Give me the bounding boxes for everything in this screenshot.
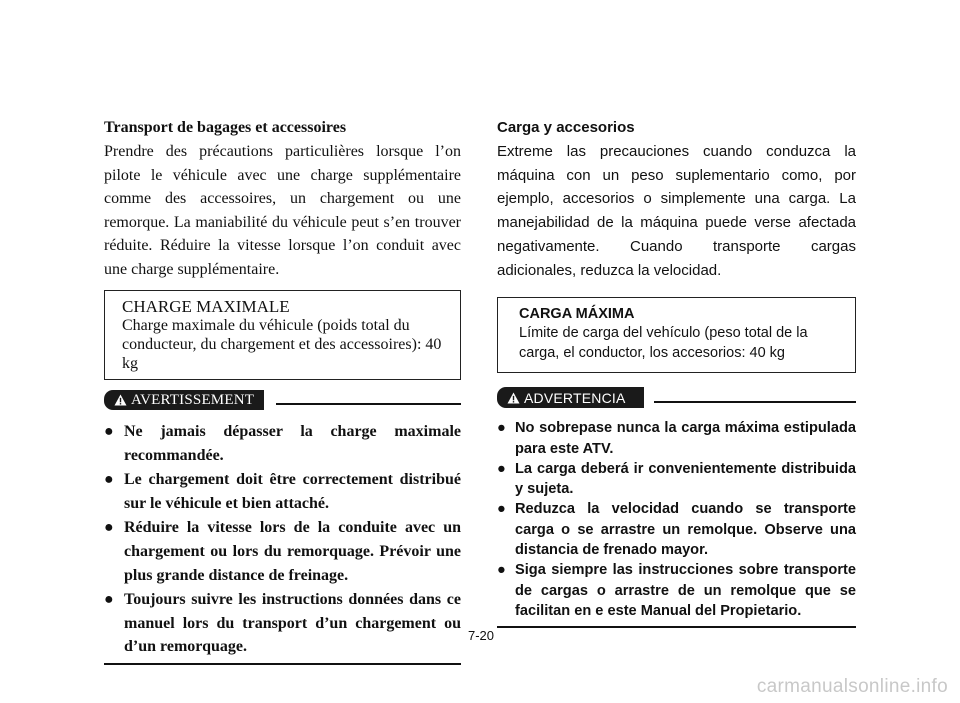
list-item: ● Réduire la vitesse lors de la conduite avec un chargement ou lors du remorquage. Prévoir une plus grande distance de freinage.: [104, 516, 461, 587]
warning-rule: [276, 403, 461, 405]
list-item: ● No sobrepase nunca la carga máxima estipulada para este ATV.: [497, 420, 856, 457]
max-load-text: Charge maximale du véhicule (poids total du conducteur, du chargement et des accessoires): 40 kg: [122, 317, 442, 372]
section-end-rule: [104, 663, 461, 665]
bullet-icon: ●: [497, 460, 506, 477]
bullet-icon: ●: [104, 519, 114, 537]
list-item: ● Ne jamais dépasser la charge maximale recommandée.: [104, 420, 461, 467]
warning-list: [497, 418, 856, 621]
warning-label: ADVERTENCIA: [524, 389, 626, 406]
bullet-icon: ●: [104, 471, 114, 489]
section-heading: Carga y accesorios: [497, 119, 635, 136]
max-load-title: CARGA MÁXIMA: [519, 306, 635, 323]
max-load-text: Límite de carga del vehículo (peso total de la carga, el conductor, los accesorios: 40 kg: [519, 325, 808, 361]
warning-badge: [104, 390, 264, 410]
warning-rule: [654, 401, 856, 403]
max-load-title: CHARGE MAXIMALE: [122, 297, 290, 316]
warning-triangle-icon: [507, 392, 520, 404]
list-item: ● Le chargement doit être correctement distribué sur le véhicule et bien attaché.: [104, 468, 461, 515]
watermark: carmanualsonline.info: [756, 676, 948, 697]
list-item: ● La carga deberá ir convenientemente distribuida y sujeta.: [497, 460, 856, 498]
warning-triangle-icon: [114, 394, 127, 406]
section-end-rule: [497, 626, 856, 628]
section-heading: Transport de bagages et accessoires: [104, 119, 347, 136]
warning-header: [497, 387, 856, 408]
page-number: 7-20: [468, 628, 495, 643]
bullet-icon: ●: [497, 501, 506, 518]
warning-header: [104, 390, 461, 410]
bullet-icon: ●: [497, 420, 506, 437]
french-column: [104, 112, 461, 665]
list-item: ● Siga siempre las instrucciones sobre transporte de cargas o arrastre de un remolque que se facilitan en e este Manual del Propietario.: [497, 562, 856, 619]
max-load-box: [497, 297, 856, 373]
warning-badge: [497, 387, 644, 408]
section-body: Prendre des précautions particulières lorsque l’on pilote le véhicule avec une charge supplémentaire comme des accessoires, un chargement ou une remorque. La maniabilité du véhicule peut s’en trouver réduite. Réduire la vitesse lorsque l’on conduit avec une charge supplémentaire.: [104, 143, 461, 278]
list-item: ● Toujours suivre les instructions données dans ce manuel lors du transport d’un chargement ou d’un remorquage.: [104, 588, 461, 659]
list-item: ● Reduzca la velocidad cuando se transporte carga o se arrastre un remolque. Observe una distancia de frenado mayor.: [497, 501, 856, 558]
warning-list: [104, 420, 461, 659]
bullet-icon: ●: [104, 423, 114, 440]
max-load-box: [104, 290, 461, 380]
spanish-column: [497, 112, 856, 628]
bullet-icon: ●: [497, 562, 506, 579]
section-body: Extreme las precauciones cuando conduzca la máquina con un peso suplementario como, por ejemplo, accesorios o simplemente una carga. La manejabilidad de la máquina puede verse afectada negativamente. Cuando transporte cargas adicionales, reduzca la velocidad.: [497, 143, 856, 279]
bullet-icon: ●: [104, 591, 114, 609]
warning-label: AVERTISSEMENT: [131, 391, 255, 408]
